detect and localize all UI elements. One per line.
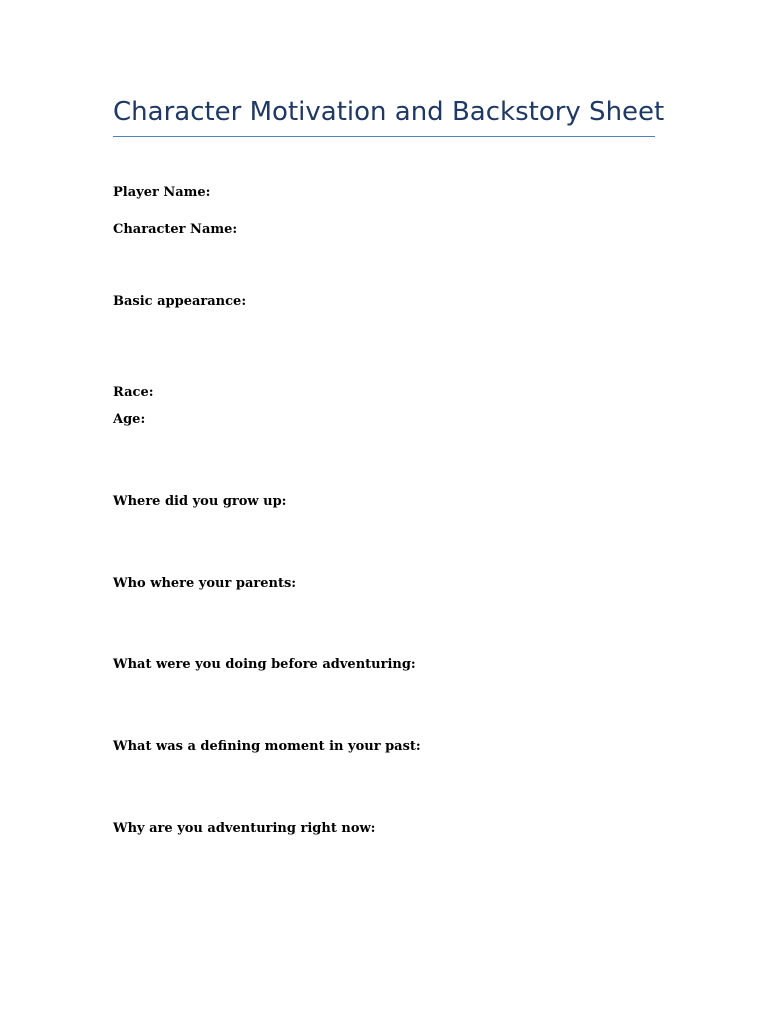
field-player-name: Player Name:: [113, 185, 211, 200]
title-underline: [113, 136, 655, 137]
document-title: Character Motivation and Backstory Sheet: [113, 97, 665, 127]
field-race: Race:: [113, 385, 154, 400]
field-character-name: Character Name:: [113, 222, 238, 237]
field-where-grow-up: Where did you grow up:: [113, 494, 287, 509]
field-parents: Who where your parents:: [113, 576, 297, 591]
field-defining-moment: What was a defining moment in your past:: [113, 739, 421, 754]
field-before-adventuring: What were you doing before adventuring:: [113, 657, 416, 672]
field-age: Age:: [113, 412, 146, 427]
field-basic-appearance: Basic appearance:: [113, 294, 247, 309]
field-why-adventuring: Why are you adventuring right now:: [113, 821, 376, 836]
